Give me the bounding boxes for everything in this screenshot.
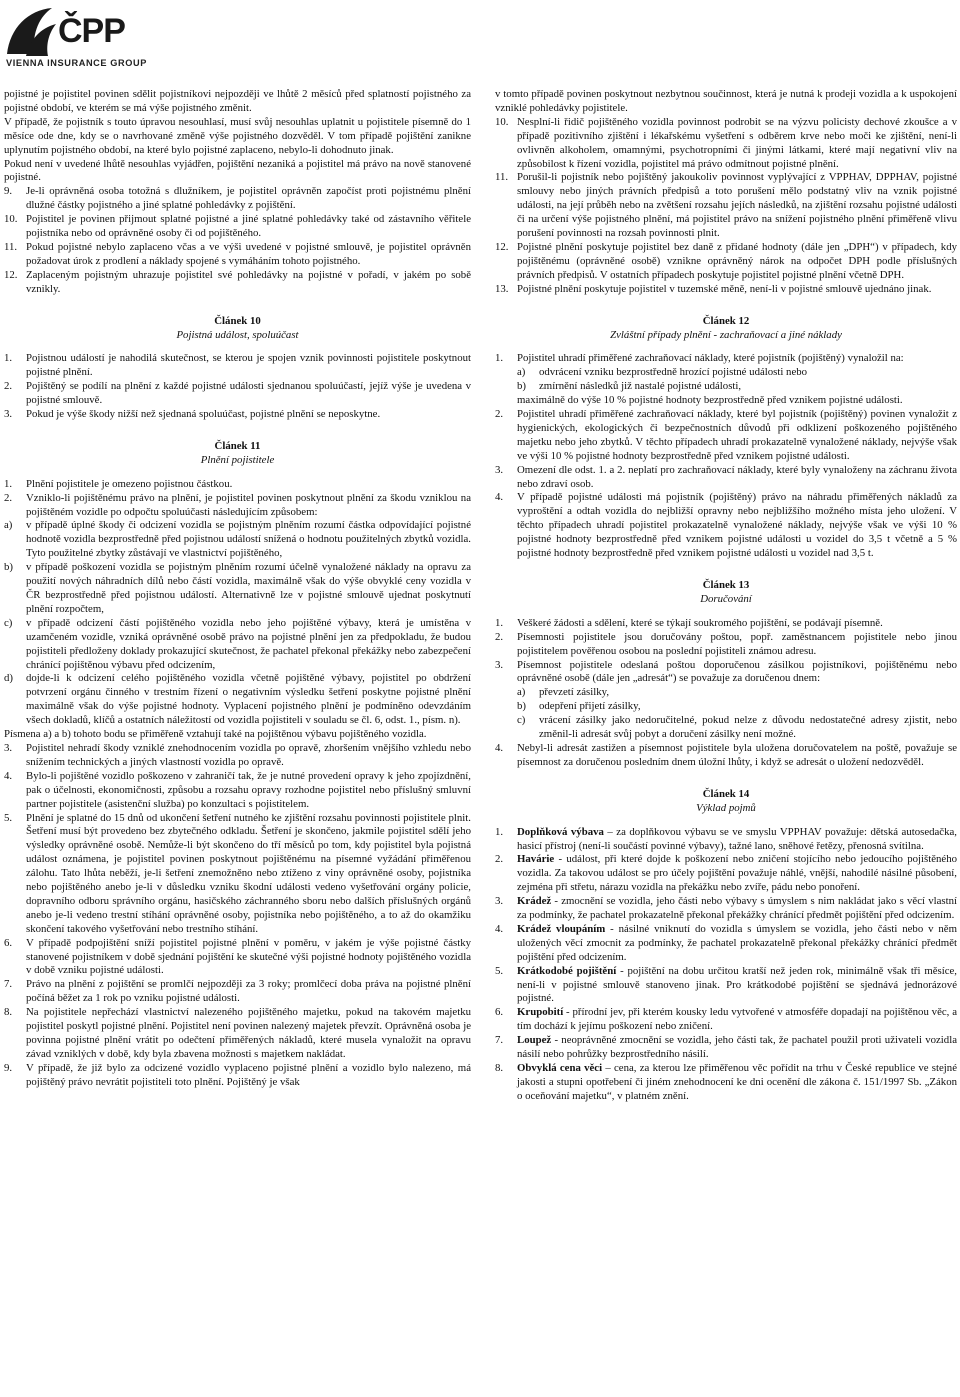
list-item: 1. Plnění pojistitele je omezeno pojistnou částkou.: [4, 477, 233, 490]
definition-term: Doplňková výbava: [517, 825, 604, 838]
article-14-subtitle: Výklad pojmů: [696, 801, 756, 814]
paragraph: maximálně do výše 10 % pojistné hodnoty bezprostředně před vznikem pojistné události.: [517, 394, 903, 407]
paragraph: Pokud není v uvedené lhůtě nesouhlas vyjádřen, pojištění nezaniká a pojistitel má právo na nově stanovené pojistné.: [4, 157, 471, 184]
list-item: 6. V případě podpojištění sníží pojistitel pojistné plnění v poměru, v jakém je výše pojistné částky stanovené pojistníkem v době sjednání pojištění ke skutečné výši pojistné hodnoty pojištěného vozidla v době vzniku pojistné události.: [4, 936, 471, 977]
sub-item: c) vrácení zásilky jako nedoručitelné, pokud nelze z důvodu nedostatečné adresy zjistit, nebo změnil-li adresát svůj pobyt a doručení zásilky není možné.: [517, 714, 957, 741]
definition-item: 4. Krádež vloupáním - násilné vniknutí do vozidla s úmyslem se vozidla, jeho části nebo v něm uložených věcí zmocnit za podmínky, že pachatel prokazatelně překonal překážky chránící předmět pojištění před odcizením.: [495, 922, 957, 963]
definition-item: 5. Krátkodobé pojištění - pojištění na dobu určitou kratší než jeden rok, minimálně však tři měsíce, není-li v pojistné smlouvě stanoveno jinak. Pro krátkodobé pojištění se sjednává jednorázové pojistné.: [495, 964, 957, 1005]
list-item: 4. V případě pojistné události má pojistník (pojištěný) právo na náhradu přiměřených nákladů za vyproštění a odtah vozidla do nejbližší opravny nebo nejbližšího možného místa jeho uložení. V těchto případech uhradí pojistitel prokazatelně vynaložené náklady, nejvýše však ve výši 10 % pojistné hodnoty bezprostředně před vznikem pojistné události u vozidel do 3,5 t včetně a 5 % pojistné hodnoty bezprostředně před vznikem pojistné události u vozidel nad 3,5 t.: [495, 491, 957, 560]
list-item: 12. Zaplaceným pojistným uhrazuje pojistitel své pohledávky na pojistné v pořadí, v jakém po sobě vznikly.: [4, 268, 471, 295]
list-item: 11. Pokud pojistné nebylo zaplaceno včas a ve výši uvedené v pojistné smlouvě, je pojistitel oprávněn požadovat úrok z prodlení a náklady spojené s vymáháním tohoto pojistného.: [4, 240, 471, 267]
sub-item: b) zmírnění následků již nastalé pojistné události,: [517, 380, 742, 393]
definition-term: Krupobití: [517, 1006, 564, 1019]
article-14-title: Článek 14: [702, 787, 750, 800]
article-12-subtitle: Zvláštní případy plnění - zachraňovací a jiné náklady: [610, 328, 842, 341]
paragraph: v tomto případě povinen poskytnout nezbytnou součinnost, která je nutná k prodeji vozidla a k uspokojení vzniklé pohledávky pojistitele.: [495, 88, 957, 114]
list-item: 7. Právo na plnění z pojištění se promlčí nejpozději za 3 roky; promlčecí doba práva na pojistné plnění počíná běžet za 1 rok po vzniku pojistné události.: [4, 978, 471, 1005]
definition-item: 1. Doplňková výbava – za doplňkovou výbavu se ve smyslu VPPHAV považuje: dětská autosedačka, hasicí přístroj (není-li součástí povinné výbavy), tažné lano, sněhové řetězy, přenosná svítilna.: [495, 825, 957, 852]
definition-term: Krádež: [517, 895, 552, 908]
definition-item: 7. Loupež - neoprávněné zmocnění se vozidla, jeho části tak, že pachatel použil proti uživateli vozidla násilí nebo pohrůžky bezprostředního násilí.: [495, 1034, 957, 1061]
list-item: 11. Porušil-li pojistník nebo pojištěný jakoukoliv povinnost vyplývající z VPPHAV, DPPHAV, pojistné smlouvy nebo jiných právních předpisů a toto porušení mělo podstatný vliv na vznik pojistné události, na její průběh nebo na zvětšení rozsahu jejích následků, na zjištění rozsahu pojistné události či na určení výše pojistného plnění, má pojistitel právo na snížení pojistného plnění přiměřeně vlivu porušení povinnosti na rozsah povinnosti plnit.: [495, 171, 957, 240]
list-item: 2. Pojištěný se podílí na plnění z každé pojistné události sjednanou spoluúčastí, jejíž výše je uvedena v pojistné smlouvě.: [4, 380, 471, 407]
sub-item: a) převzetí zásilky,: [517, 686, 610, 699]
definition-term: Havárie: [517, 853, 555, 866]
right-column: [495, 88, 957, 1104]
definition-item: 8. Obvyklá cena věci – cena, za kterou lze přiměřenou věc pořídit na trhu v České republice ve stejné jakosti a stupni opotřebení či jiném znehodnocení ke dni ocenění dle zákona č. 151/1997 Sb. „Zákon o oceňování majetku“, v platném znění.: [495, 1062, 957, 1102]
list-item: 10. Pojistitel je povinen přijmout splatné pojistné a jiné splatné pohledávky také od zástavního věřitele pojistníka nebo od oprávněné osoby či od pojištěného.: [4, 213, 471, 240]
list-item: 9. Je-li oprávněná osoba totožná s dlužníkem, je pojistitel oprávněn započíst proti pojistnému plnění dlužné částky pojistného a jiné splatné pohledávky z pojištění.: [4, 185, 471, 212]
list-item: 9. V případě, že již bylo za odcizené vozidlo vyplaceno pojistné plnění a vozidlo bylo nalezeno, má pojištěný právo nevrátit pojistiteli toto plnění. Pojištěný je však: [4, 1061, 471, 1088]
definition-term: Obvyklá cena věci: [517, 1062, 603, 1074]
list-item: 10. Nesplní-li řidič pojištěného vozidla povinnost podrobit se na výzvu policisty dechové zkoušce a v případě pozitivního zjištění i lékařskému vyšetření s odběrem krve nebo moči ke zjištění, není-li ovlivněn alkoholem, omamnými, psychotropními či jinými látkami, které mají negativní vliv na způsobilost k řízení vozidla, pojistitel má právo odmítnout pojistné plnění.: [495, 115, 957, 170]
list-item: 3. Pokud je výše škody nižší než sjednaná spoluúčast, pojistné plnění se neposkytne.: [4, 408, 381, 421]
definition-item: 2. Havárie - událost, při které dojde k poškození nebo zničení stojícího nebo jedoucího pojištěného vozidla. Za takovou událost se pro účely pojištění považuje náhlé, vnější, nahodilé násilné působení, zejména při střetu, nárazu vozidla na překážku nebo zvíře, pádu nebo ponoření.: [495, 853, 957, 894]
definition-item: 6. Krupobití - přírodní jev, při kterém kousky ledu vytvořené v atmosféře dopadají na pojištěnou věc, a tím dochází k jejímu poškození nebo zničení.: [495, 1006, 957, 1033]
list-item: 3. Písemnost pojistitele odeslaná poštou doporučenou zásilkou pojistníkovi, pojištěnému nebo oprávněné osobě (dále jen „adresát“) se považuje za doručenou dnem:: [495, 658, 957, 685]
list-item: 1. Veškeré žádosti a sdělení, které se týkají soukromého pojištění, se podávají písemně.: [495, 616, 883, 629]
definition-term: Krátkodobé pojištění: [517, 964, 617, 977]
logo-group-text: VIENNA INSURANCE GROUP: [6, 58, 147, 68]
article-10-title: Článek 10: [214, 314, 261, 327]
list-item: 2. Pojistitel uhradí přiměřené zachraňovací náklady, které byl pojistník (pojištěný) povinen vynaložit z hygienických, ekologických či bezpečnostních důvodů při odklizení poškozeného pojištěného majetku nebo jeho zbytků. V těchto případech uhradí prokazatelně vynaložené náklady, nejvýše však ve výši 10 % pojistné hodnoty bezprostředně před vznikem pojistné události.: [495, 408, 957, 462]
list-item: 1. Pojistitel uhradí přiměřené zachraňovací náklady, které pojistník (pojištěný) vynaložil na:: [495, 352, 904, 365]
paragraph: Písmena a) a b) tohoto bodu se přiměřeně vztahují také na pojištěnou výbavu pojištěného vozidla.: [4, 728, 427, 741]
paragraph: V případě, že pojistník s touto úpravou nesouhlasí, musí svůj nesouhlas uplatnit u pojistitele písemně do 1 měsíce ode dne, kdy se o navrhované změně výše pojistného dozvěděl. V tom případě pojištění zanikne uplynutím pojistného období, na které bylo pojistné zaplaceno, nebylo-li dohodnuto jinak.: [4, 115, 471, 156]
list-item: 8. Na pojistitele nepřechází vlastnictví nalezeného pojištěného majetku, pokud na takovém majetku pojistitel poskytl pojistné plnění. Pojistitel není povinen nalezený majetek převzít. Oprávněná osoba je povinna pojistné plnění vrátit po odečtení přiměřených nákladů, které musela vynaložit na opravu závad vzniklých v době, kdy byla zbavena možnosti s majetkem nakládat.: [4, 1006, 471, 1060]
article-13-subtitle: Doručování: [700, 592, 752, 605]
list-item: 2. Vzniklo-li pojištěnému právo na plnění, je pojistitel povinen poskytnout plnění za škodu vzniklou na pojištěném vozidle po odpočtu spoluúčasti následujícím způsobem:: [4, 491, 471, 518]
list-item: 12. Pojistné plnění poskytuje pojistitel bez daně z přidané hodnoty (dále jen „DPH“) v případech, kdy pojištěnému (oprávněné osobě) vznikne oprávněný nárok na odpočet DPH podle příslušných právních předpisů. V ostatních případech poskytuje pojistitel pojistné plnění včetně DPH.: [495, 240, 957, 281]
sub-item: b) v případě poškození vozidla se pojistným plněním rozumí účelně vynaložené náklady na opravu za použití nových náhradních dílů nebo částí vozidla, maximálně však do výše obvyklé ceny vozidla v ČR bezprostředně před pojistnou událostí. Alternativně lze v pojistné smlouvě ujednat poskytnutí plnění rozpočtem,: [4, 561, 471, 615]
sub-item: c) v případě odcizení částí pojištěného vozidla nebo jeho pojištěné výbavy, která je umístěna v uzamčeném vozidle, vzniká oprávněné osobě právo na pojistné plnění jen za předpokladu, že budou pojistiteli předloženy doklady prokazující skutečnost, že pachatel překonal překážky nebo zabezpečení chránící pojištěnou výbavu před odcizením,: [4, 616, 471, 671]
definition-item: 3. Krádež - zmocnění se vozidla, jeho části nebo výbavy s úmyslem s nim nakládat jako s věcí vlastní za podmínky, že pachatel prokazatelně překonal překážky chránící předmět pojištění před odcizením.: [495, 895, 957, 922]
definition-term: Krádež vloupáním: [517, 922, 606, 935]
list-item: 4. Nebyl-li adresát zastižen a písemnost pojistitele byla uložena doručovatelem na poště, považuje se písemnost za doručenou posledním dnem úložní lhůty, i když se adresát o uložení nedozvěděl.: [495, 741, 957, 768]
paragraph: pojistné je pojistitel povinen sdělit pojistníkovi nejpozději ve lhůtě 2 měsíců před splatností pojistného za pojistné období, ve kterém se má výše pojistného změnit.: [4, 88, 471, 114]
article-13-title: Článek 13: [702, 579, 750, 591]
list-item: 13. Pojistné plnění poskytuje pojistitel v tuzemské měně, není-li v pojistné smlouvě ujednáno jinak.: [495, 282, 932, 295]
list-item: 2. Písemnosti pojistitele jsou doručovány poštou, popř. zaměstnancem pojistitele nebo jinou pojistitelem pověřenou osobou na poslední pojistiteli známou adresu.: [495, 630, 957, 657]
company-logo: [4, 2, 147, 72]
sub-item: a) v případě úplné škody či odcizení vozidla se pojistným plněním rozumí částka odpovídající pojistné hodnotě vozidla bezprostředně před pojistnou událostí snížená o hodnotu použitelných zbytků vozidla. Tyto použitelné zbytky zůstávají ve vlastnictví pojištěného,: [4, 519, 471, 560]
list-item: 1. Pojistnou událostí je nahodilá skutečnost, se kterou je spojen vznik povinnosti pojistitele poskytnout pojistné plnění.: [4, 352, 471, 379]
list-item: 3. Pojistitel nehradí škody vzniklé znehodnocením vozidla po opravě, zhoršením vnějšího vzhledu nebo snížením technických a jiných vlastností vozidla po opravě.: [4, 741, 471, 768]
article-11-title: Článek 11: [214, 439, 261, 452]
sub-item: d) dojde-li k odcizení celého pojištěného vozidla včetně pojištěné výbavy, pojistitel po obdržení potvrzení orgánu činného v trestním řízení o negativním výsledku šetření poskytne pojistné plnění maximálně však do výše pojistné hodnoty. Vyplacení pojistného plnění je podmíněno odevzdáním všech dokladů, klíčů a ostatních náležitostí od vozidla pojistiteli v souladu se čl. 6, odst. 1., písm. n).: [4, 672, 471, 727]
list-item: 4. Bylo-li pojištěné vozidlo poškozeno v zahraničí tak, že je nutné provedení opravy k jeho zpojízdnění, pak o účelnosti, ekonomičnosti, způsobu a rozsahu opravy rozhodne pojistitel nebo příslušný smluvní partner pojistitele (asistenční služba) po konzultaci s pojistitelem.: [4, 769, 471, 810]
sub-item: a) odvrácení vzniku bezprostředně hrozící pojistné události nebo: [517, 366, 808, 379]
definition-term: Loupež: [517, 1034, 552, 1047]
article-12-title: Článek 12: [702, 314, 750, 327]
article-11-subtitle: Plnění pojistitele: [200, 453, 275, 466]
list-item: 3. Omezení dle odst. 1. a 2. neplatí pro zachraňovací náklady, které byly vynaloženy na záchranu života nebo zdraví osob.: [495, 463, 957, 490]
logo-brand-text: ČPP: [58, 12, 125, 50]
left-column: [4, 88, 471, 1090]
list-item: 5. Plnění je splatné do 15 dnů od ukončení šetření nutného ke zjištění rozsahu povinnosti pojistitele plnit. Šetření musí být provedeno bez zbytečného odkladu. Šetření je skončeno, jakmile pojistitel sdělí jeho výsledky oprávněné osobě. Nemůže-li být skončeno do tří měsíců po tom, kdy pojistitel byla pojistná událost oznámena, je pojistitel povinen poskytnout pojištěnému na písemné vyžádání přiměřenou zálohu. Tato lhůta neběží, je-li šetření znemožněno nebo ztíženo z viny oprávněné osoby, pojistníka nebo pojištěného anebo je-li v důsledku vzniku škodní události vedeno vyšetřování orgány policie, dopravního odboru správního orgánu, hasičského záchranného sboru nebo dalších příslušných orgánů anebo je-li vedeno trestní stíhání oprávněné osoby, pojistníka nebo pojištěného, a to až do okamžiku skončení takového vyšetřování nebo trestního stíhání.: [4, 811, 471, 935]
article-10-subtitle: Pojistná událost, spoluúčast: [176, 328, 299, 341]
sub-item: b) odepření přijetí zásilky,: [517, 700, 641, 713]
